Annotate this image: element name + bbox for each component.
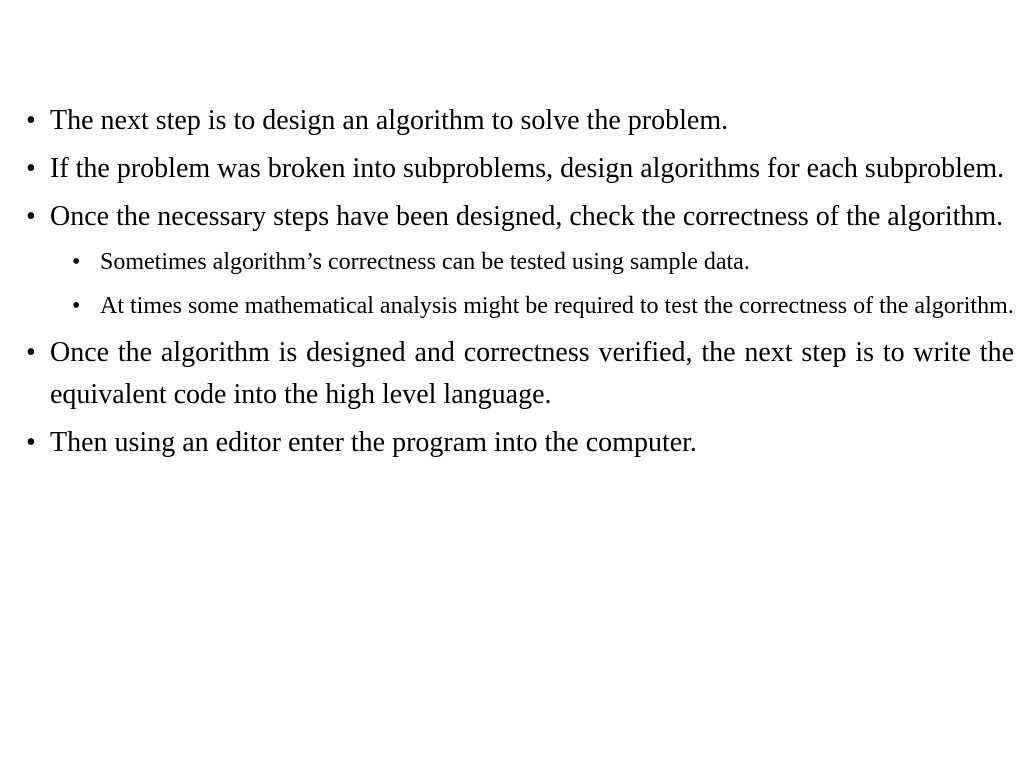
sub-bullet-item [72, 244, 1014, 280]
bullet-dot-icon: • [26, 153, 36, 184]
bullet-dot-icon: • [72, 249, 81, 275]
bullet-item [26, 332, 1014, 416]
bullet-dot-icon: • [26, 337, 36, 368]
bullet-item [26, 422, 1014, 464]
bullet-list [26, 100, 1014, 470]
sub-bullet-item [72, 288, 1014, 324]
bullet-text: Once the necessary steps have been designed, check the correctness of the algorithm. [50, 201, 1004, 232]
bullet-text: If the problem was broken into subproblems, design algorithms for each subproblem. [50, 153, 1005, 184]
bullet-dot-icon: • [26, 201, 36, 232]
bullet-dot-icon: • [72, 293, 81, 319]
bullet-dot-icon: • [26, 105, 36, 136]
sub-bullet-text: At times some mathematical analysis might be required to test the correctness of the algorithm. [100, 293, 1014, 319]
bullet-dot-icon: • [26, 427, 36, 458]
bullet-item [26, 196, 1014, 238]
bullet-item [26, 148, 1014, 190]
bullet-item [26, 100, 1014, 142]
bullet-text: Once the algorithm is designed and correctness verified, the next step is to write the equivalent code into the high level language. [50, 337, 1014, 410]
bullet-text: The next step is to design an algorithm to solve the problem. [50, 105, 729, 136]
bullet-text: Then using an editor enter the program into the computer. [50, 427, 697, 458]
sub-bullet-text: Sometimes algorithm’s correctness can be tested using sample data. [100, 249, 750, 275]
